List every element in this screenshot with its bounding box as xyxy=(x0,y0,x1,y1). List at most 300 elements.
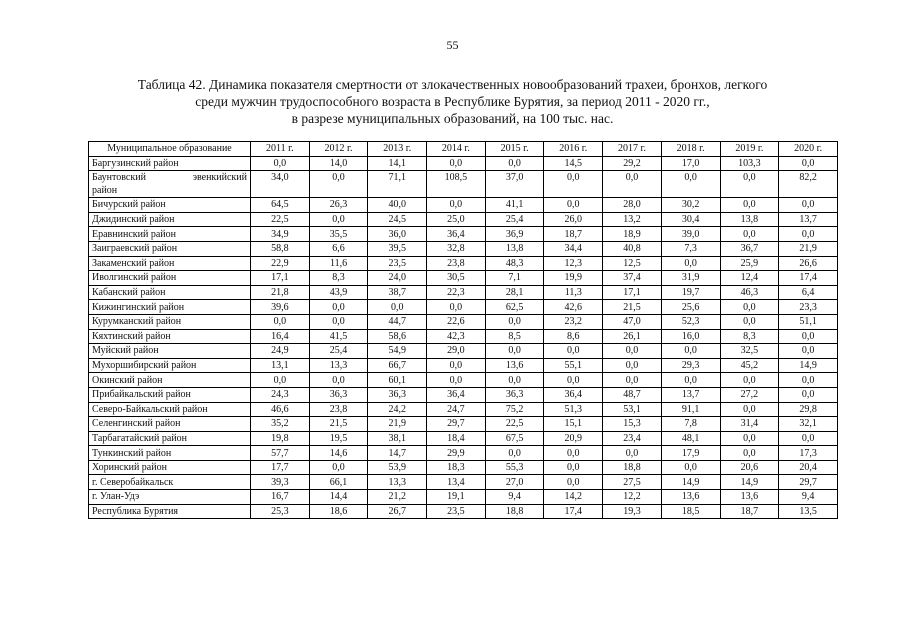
value-cell: 48,3 xyxy=(485,256,544,271)
table-row xyxy=(89,417,838,432)
header-year: 2017 г. xyxy=(603,142,662,157)
table-row xyxy=(89,504,838,519)
value-cell: 13,3 xyxy=(309,358,368,373)
header-year: 2019 г. xyxy=(720,142,779,157)
value-cell: 18,7 xyxy=(720,504,779,519)
header-year: 2020 г. xyxy=(779,142,838,157)
value-cell: 16,7 xyxy=(251,490,310,505)
value-cell: 13,2 xyxy=(603,212,662,227)
municipality-name-cell: Иволгинский район xyxy=(89,271,251,286)
value-cell: 22,5 xyxy=(485,417,544,432)
value-cell: 18,5 xyxy=(661,504,720,519)
value-cell: 14,2 xyxy=(544,490,603,505)
value-cell: 27,2 xyxy=(720,387,779,402)
value-cell: 17,7 xyxy=(251,460,310,475)
value-cell: 36,4 xyxy=(427,387,486,402)
value-cell: 0,0 xyxy=(427,156,486,171)
value-cell: 0,0 xyxy=(720,314,779,329)
value-cell: 40,0 xyxy=(368,198,427,213)
value-cell: 0,0 xyxy=(544,475,603,490)
value-cell: 46,3 xyxy=(720,285,779,300)
municipality-name-cell: Республика Бурятия xyxy=(89,504,251,519)
value-cell: 21,5 xyxy=(603,300,662,315)
value-cell: 29,9 xyxy=(427,446,486,461)
table-row xyxy=(89,314,838,329)
value-cell: 0,0 xyxy=(720,373,779,388)
value-cell: 17,4 xyxy=(544,504,603,519)
municipality-name-cell: Еравнинский район xyxy=(89,227,251,242)
value-cell: 17,9 xyxy=(661,446,720,461)
table-row xyxy=(89,271,838,286)
table-caption xyxy=(60,76,845,127)
municipality-name-cell: Кяхтинский район xyxy=(89,329,251,344)
municipality-name-cell: Баргузинский район xyxy=(89,156,251,171)
value-cell: 23,5 xyxy=(368,256,427,271)
value-cell: 11,3 xyxy=(544,285,603,300)
value-cell: 0,0 xyxy=(661,373,720,388)
value-cell: 21,8 xyxy=(251,285,310,300)
value-cell: 36,4 xyxy=(544,387,603,402)
page-number: 55 xyxy=(446,38,459,52)
table-row xyxy=(89,460,838,475)
value-cell: 0,0 xyxy=(427,373,486,388)
value-cell: 14,0 xyxy=(309,156,368,171)
value-cell: 36,3 xyxy=(485,387,544,402)
value-cell: 8,3 xyxy=(309,271,368,286)
header-year: 2012 г. xyxy=(309,142,368,157)
value-cell: 14,1 xyxy=(368,156,427,171)
value-cell: 36,0 xyxy=(368,227,427,242)
value-cell: 29,8 xyxy=(779,402,838,417)
value-cell: 48,7 xyxy=(603,387,662,402)
value-cell: 16,0 xyxy=(661,329,720,344)
table-row xyxy=(89,300,838,315)
value-cell: 0,0 xyxy=(661,171,720,198)
value-cell: 67,5 xyxy=(485,431,544,446)
value-cell: 23,5 xyxy=(427,504,486,519)
value-cell: 29,7 xyxy=(427,417,486,432)
municipality-name-cell: Бичурский район xyxy=(89,198,251,213)
value-cell: 0,0 xyxy=(779,329,838,344)
value-cell: 39,0 xyxy=(661,227,720,242)
value-cell: 0,0 xyxy=(779,227,838,242)
value-cell: 41,1 xyxy=(485,198,544,213)
value-cell: 14,6 xyxy=(309,446,368,461)
value-cell: 7,3 xyxy=(661,241,720,256)
municipality-name-cell: Муйский район xyxy=(89,344,251,359)
value-cell: 8,6 xyxy=(544,329,603,344)
municipality-name-cell: Курумканский район xyxy=(89,314,251,329)
value-cell: 9,4 xyxy=(779,490,838,505)
table-row xyxy=(89,198,838,213)
value-cell: 51,1 xyxy=(779,314,838,329)
value-cell: 36,7 xyxy=(720,241,779,256)
value-cell: 18,8 xyxy=(485,504,544,519)
value-cell: 24,3 xyxy=(251,387,310,402)
value-cell: 23,8 xyxy=(427,256,486,271)
value-cell: 21,2 xyxy=(368,490,427,505)
value-cell: 36,4 xyxy=(427,227,486,242)
value-cell: 0,0 xyxy=(251,314,310,329)
value-cell: 14,5 xyxy=(544,156,603,171)
value-cell: 19,7 xyxy=(661,285,720,300)
municipality-name-cell: Кижингинский район xyxy=(89,300,251,315)
value-cell: 0,0 xyxy=(309,300,368,315)
municipality-name-cell: Джидинский район xyxy=(89,212,251,227)
value-cell: 0,0 xyxy=(544,198,603,213)
value-cell: 0,0 xyxy=(251,373,310,388)
value-cell: 34,4 xyxy=(544,241,603,256)
value-cell: 15,1 xyxy=(544,417,603,432)
municipality-name-cell: Северо-Байкальский район xyxy=(89,402,251,417)
value-cell: 16,4 xyxy=(251,329,310,344)
value-cell: 22,9 xyxy=(251,256,310,271)
value-cell: 24,5 xyxy=(368,212,427,227)
value-cell: 0,0 xyxy=(485,156,544,171)
value-cell: 19,9 xyxy=(544,271,603,286)
value-cell: 38,7 xyxy=(368,285,427,300)
value-cell: 75,2 xyxy=(485,402,544,417)
value-cell: 13,8 xyxy=(485,241,544,256)
value-cell: 32,8 xyxy=(427,241,486,256)
caption-line: в разрезе муниципальных образований, на 100 тыс. нас. xyxy=(291,111,614,126)
value-cell: 32,5 xyxy=(720,344,779,359)
value-cell: 20,9 xyxy=(544,431,603,446)
value-cell: 13,7 xyxy=(661,387,720,402)
value-cell: 26,6 xyxy=(779,256,838,271)
value-cell: 36,3 xyxy=(368,387,427,402)
value-cell: 31,4 xyxy=(720,417,779,432)
value-cell: 35,2 xyxy=(251,417,310,432)
value-cell: 19,3 xyxy=(603,504,662,519)
value-cell: 0,0 xyxy=(779,198,838,213)
value-cell: 30,5 xyxy=(427,271,486,286)
value-cell: 34,0 xyxy=(251,171,310,198)
municipality-name-cell: Хоринский район xyxy=(89,460,251,475)
value-cell: 0,0 xyxy=(661,344,720,359)
table-row xyxy=(89,285,838,300)
value-cell: 23,4 xyxy=(603,431,662,446)
value-cell: 0,0 xyxy=(720,227,779,242)
header-year: 2014 г. xyxy=(427,142,486,157)
value-cell: 0,0 xyxy=(309,314,368,329)
value-cell: 21,9 xyxy=(368,417,427,432)
value-cell: 17,0 xyxy=(661,156,720,171)
value-cell: 17,3 xyxy=(779,446,838,461)
value-cell: 42,3 xyxy=(427,329,486,344)
header-year: 2018 г. xyxy=(661,142,720,157)
value-cell: 31,9 xyxy=(661,271,720,286)
value-cell: 29,0 xyxy=(427,344,486,359)
value-cell: 0,0 xyxy=(485,446,544,461)
value-cell: 14,9 xyxy=(720,475,779,490)
table-row xyxy=(89,373,838,388)
value-cell: 29,2 xyxy=(603,156,662,171)
table-row xyxy=(89,344,838,359)
table-row xyxy=(89,329,838,344)
value-cell: 0,0 xyxy=(720,431,779,446)
value-cell: 15,3 xyxy=(603,417,662,432)
value-cell: 8,5 xyxy=(485,329,544,344)
value-cell: 18,8 xyxy=(603,460,662,475)
value-cell: 0,0 xyxy=(544,171,603,198)
value-cell: 0,0 xyxy=(779,156,838,171)
value-cell: 0,0 xyxy=(544,373,603,388)
value-cell: 24,2 xyxy=(368,402,427,417)
value-cell: 36,3 xyxy=(309,387,368,402)
value-cell: 7,8 xyxy=(661,417,720,432)
mortality-table xyxy=(88,141,838,519)
value-cell: 18,6 xyxy=(309,504,368,519)
value-cell: 58,6 xyxy=(368,329,427,344)
table-body xyxy=(89,156,838,519)
value-cell: 60,1 xyxy=(368,373,427,388)
value-cell: 0,0 xyxy=(779,431,838,446)
value-cell: 28,0 xyxy=(603,198,662,213)
value-cell: 0,0 xyxy=(309,212,368,227)
value-cell: 0,0 xyxy=(603,358,662,373)
municipality-name-cell: Селенгинский район xyxy=(89,417,251,432)
value-cell: 25,4 xyxy=(485,212,544,227)
municipality-name-line: Баунтовский эвенкийский xyxy=(92,172,247,184)
table-row xyxy=(89,358,838,373)
municipality-name-cell: Кабанский район xyxy=(89,285,251,300)
value-cell: 25,6 xyxy=(661,300,720,315)
value-cell: 12,5 xyxy=(603,256,662,271)
value-cell: 0,0 xyxy=(485,344,544,359)
value-cell: 44,7 xyxy=(368,314,427,329)
value-cell: 14,7 xyxy=(368,446,427,461)
value-cell: 20,4 xyxy=(779,460,838,475)
municipality-name-line: район xyxy=(92,185,118,197)
value-cell: 0,0 xyxy=(779,344,838,359)
value-cell: 0,0 xyxy=(603,171,662,198)
value-cell: 39,3 xyxy=(251,475,310,490)
value-cell: 26,3 xyxy=(309,198,368,213)
value-cell: 13,7 xyxy=(779,212,838,227)
value-cell: 14,4 xyxy=(309,490,368,505)
value-cell: 19,8 xyxy=(251,431,310,446)
value-cell: 22,3 xyxy=(427,285,486,300)
value-cell: 13,5 xyxy=(779,504,838,519)
value-cell: 0,0 xyxy=(544,446,603,461)
value-cell: 26,1 xyxy=(603,329,662,344)
value-cell: 38,1 xyxy=(368,431,427,446)
value-cell: 23,3 xyxy=(779,300,838,315)
value-cell: 13,8 xyxy=(720,212,779,227)
table-row xyxy=(89,171,838,198)
value-cell: 13,6 xyxy=(720,490,779,505)
table-row xyxy=(89,227,838,242)
value-cell: 62,5 xyxy=(485,300,544,315)
value-cell: 6,6 xyxy=(309,241,368,256)
value-cell: 13,4 xyxy=(427,475,486,490)
header-municipality: Муниципальное образование xyxy=(89,142,251,157)
table-row xyxy=(89,387,838,402)
value-cell: 0,0 xyxy=(368,300,427,315)
value-cell: 21,9 xyxy=(779,241,838,256)
value-cell: 0,0 xyxy=(603,446,662,461)
value-cell: 29,7 xyxy=(779,475,838,490)
value-cell: 37,4 xyxy=(603,271,662,286)
value-cell: 66,1 xyxy=(309,475,368,490)
value-cell: 0,0 xyxy=(720,402,779,417)
value-cell: 39,6 xyxy=(251,300,310,315)
caption-line: среди мужчин трудоспособного возраста в Республике Бурятия, за период 2011 - 2020 гг., xyxy=(195,94,710,109)
value-cell: 40,8 xyxy=(603,241,662,256)
value-cell: 36,9 xyxy=(485,227,544,242)
value-cell: 45,2 xyxy=(720,358,779,373)
value-cell: 17,4 xyxy=(779,271,838,286)
value-cell: 25,4 xyxy=(309,344,368,359)
value-cell: 29,3 xyxy=(661,358,720,373)
table-row xyxy=(89,475,838,490)
value-cell: 8,3 xyxy=(720,329,779,344)
value-cell: 42,6 xyxy=(544,300,603,315)
municipality-name-cell: г. Улан-Удэ xyxy=(89,490,251,505)
value-cell: 19,1 xyxy=(427,490,486,505)
table-row xyxy=(89,431,838,446)
value-cell: 30,4 xyxy=(661,212,720,227)
header-year: 2016 г. xyxy=(544,142,603,157)
value-cell: 27,0 xyxy=(485,475,544,490)
value-cell: 64,5 xyxy=(251,198,310,213)
value-cell: 53,9 xyxy=(368,460,427,475)
value-cell: 24,0 xyxy=(368,271,427,286)
value-cell: 0,0 xyxy=(603,373,662,388)
value-cell: 25,0 xyxy=(427,212,486,227)
table-row xyxy=(89,256,838,271)
value-cell: 27,5 xyxy=(603,475,662,490)
value-cell: 17,1 xyxy=(603,285,662,300)
value-cell: 18,7 xyxy=(544,227,603,242)
value-cell: 0,0 xyxy=(779,387,838,402)
municipality-name-cell: Тарбагатайский район xyxy=(89,431,251,446)
value-cell: 22,5 xyxy=(251,212,310,227)
value-cell: 28,1 xyxy=(485,285,544,300)
value-cell: 14,9 xyxy=(779,358,838,373)
value-cell: 0,0 xyxy=(485,373,544,388)
value-cell: 18,9 xyxy=(603,227,662,242)
value-cell: 7,1 xyxy=(485,271,544,286)
value-cell: 21,5 xyxy=(309,417,368,432)
municipality-name-cell: Заиграевский район xyxy=(89,241,251,256)
value-cell: 20,6 xyxy=(720,460,779,475)
value-cell: 14,9 xyxy=(661,475,720,490)
value-cell: 11,6 xyxy=(309,256,368,271)
municipality-name-cell xyxy=(89,171,251,198)
value-cell: 52,3 xyxy=(661,314,720,329)
value-cell: 24,9 xyxy=(251,344,310,359)
value-cell: 12,4 xyxy=(720,271,779,286)
value-cell: 48,1 xyxy=(661,431,720,446)
municipality-name-cell: Прибайкальский район xyxy=(89,387,251,402)
municipality-name-cell: г. Северобайкальск xyxy=(89,475,251,490)
value-cell: 25,3 xyxy=(251,504,310,519)
value-cell: 47,0 xyxy=(603,314,662,329)
value-cell: 30,2 xyxy=(661,198,720,213)
value-cell: 13,1 xyxy=(251,358,310,373)
value-cell: 0,0 xyxy=(720,300,779,315)
value-cell: 53,1 xyxy=(603,402,662,417)
value-cell: 66,7 xyxy=(368,358,427,373)
header-year: 2015 г. xyxy=(485,142,544,157)
value-cell: 58,8 xyxy=(251,241,310,256)
header-year: 2011 г. xyxy=(251,142,310,157)
value-cell: 22,6 xyxy=(427,314,486,329)
value-cell: 46,6 xyxy=(251,402,310,417)
value-cell: 39,5 xyxy=(368,241,427,256)
value-cell: 0,0 xyxy=(427,198,486,213)
value-cell: 0,0 xyxy=(544,460,603,475)
value-cell: 51,3 xyxy=(544,402,603,417)
value-cell: 19,5 xyxy=(309,431,368,446)
value-cell: 0,0 xyxy=(309,373,368,388)
value-cell: 35,5 xyxy=(309,227,368,242)
table-row xyxy=(89,156,838,171)
value-cell: 0,0 xyxy=(779,373,838,388)
value-cell: 23,8 xyxy=(309,402,368,417)
value-cell: 13,3 xyxy=(368,475,427,490)
value-cell: 43,9 xyxy=(309,285,368,300)
table-row xyxy=(89,446,838,461)
value-cell: 26,0 xyxy=(544,212,603,227)
value-cell: 0,0 xyxy=(661,460,720,475)
value-cell: 23,2 xyxy=(544,314,603,329)
header-year: 2013 г. xyxy=(368,142,427,157)
value-cell: 0,0 xyxy=(251,156,310,171)
municipality-name-cell: Тункинский район xyxy=(89,446,251,461)
municipality-name-cell: Мухоршибирский район xyxy=(89,358,251,373)
value-cell: 13,6 xyxy=(661,490,720,505)
table-row xyxy=(89,490,838,505)
value-cell: 108,5 xyxy=(427,171,486,198)
value-cell: 12,2 xyxy=(603,490,662,505)
value-cell: 17,1 xyxy=(251,271,310,286)
value-cell: 26,7 xyxy=(368,504,427,519)
value-cell: 57,7 xyxy=(251,446,310,461)
value-cell: 0,0 xyxy=(485,314,544,329)
value-cell: 18,4 xyxy=(427,431,486,446)
value-cell: 0,0 xyxy=(427,358,486,373)
value-cell: 0,0 xyxy=(603,344,662,359)
value-cell: 0,0 xyxy=(661,256,720,271)
value-cell: 6,4 xyxy=(779,285,838,300)
value-cell: 13,6 xyxy=(485,358,544,373)
value-cell: 9,4 xyxy=(485,490,544,505)
table-row xyxy=(89,241,838,256)
value-cell: 18,3 xyxy=(427,460,486,475)
value-cell: 32,1 xyxy=(779,417,838,432)
value-cell: 91,1 xyxy=(661,402,720,417)
value-cell: 12,3 xyxy=(544,256,603,271)
table-row xyxy=(89,212,838,227)
value-cell: 0,0 xyxy=(309,171,368,198)
value-cell: 55,3 xyxy=(485,460,544,475)
value-cell: 82,2 xyxy=(779,171,838,198)
table-row xyxy=(89,402,838,417)
value-cell: 0,0 xyxy=(427,300,486,315)
value-cell: 54,9 xyxy=(368,344,427,359)
value-cell: 25,9 xyxy=(720,256,779,271)
caption-line: Таблица 42. Динамика показателя смертности от злокачественных новообразований трахеи, бронхов, легкого xyxy=(137,77,768,92)
value-cell: 24,7 xyxy=(427,402,486,417)
value-cell: 41,5 xyxy=(309,329,368,344)
municipality-name-cell: Закаменский район xyxy=(89,256,251,271)
value-cell: 37,0 xyxy=(485,171,544,198)
value-cell: 0,0 xyxy=(720,171,779,198)
value-cell: 34,9 xyxy=(251,227,310,242)
